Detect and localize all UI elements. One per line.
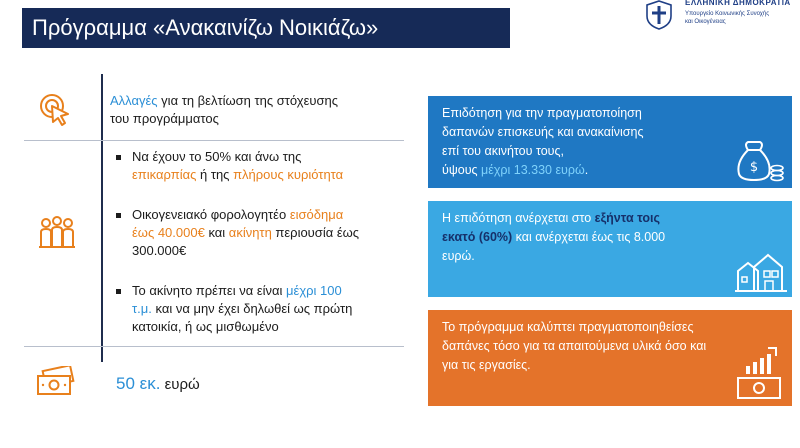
subsidy-percentage-text (442, 209, 742, 266)
subsidy-percentage-box (428, 201, 792, 297)
bullet-property-size (132, 282, 352, 336)
property-highlight: ακίνητη (228, 225, 272, 240)
changes-highlight: Αλλαγές (110, 93, 158, 108)
bullet-ownership-line-1: Να έχουν το 50% και άνω της (132, 149, 302, 164)
box3-line-2: δαπάνες τόσο για τα απαιτούμενα υλικά όσο και (442, 339, 707, 353)
size-highlight: μέχρι 100 (286, 283, 342, 298)
target-cursor-icon (38, 92, 74, 128)
bullet-income-conj: και (204, 225, 229, 240)
box2-line-2: και ανέρχεται έως τις 8.000 (512, 230, 666, 244)
box1-line-4-start: ύψους (442, 163, 482, 177)
usufruct-highlight: επικαρπίας (132, 167, 197, 182)
budget-amount: 50 εκ. (116, 374, 161, 393)
box1-line-1: Επιδότηση για την πραγματοποίηση (442, 106, 642, 120)
money-bag-icon (734, 140, 784, 182)
box1-line-2: δαπανών επισκευής και ανακαίνισης (442, 125, 644, 139)
divider-1 (24, 140, 404, 141)
svg-text:$: $ (749, 160, 759, 175)
changes-text (110, 92, 338, 128)
bullet-income-line-1: Οικογενειακό φορολογητέο (132, 207, 290, 222)
changes-rest: για τη βελτίωση της στόχευσης (157, 93, 339, 108)
ministry-logo (645, 0, 800, 36)
income-highlight: εισόδημα (289, 207, 344, 222)
divider-2 (24, 346, 404, 347)
page-title: Πρόγραμμα «Ανακαινίζω Νοικιάζω» (22, 8, 510, 48)
box3-line-1: Το πρόγραμμα καλύπτει πραγματοποιηθείσες (442, 320, 694, 334)
bullet-size-line-1: Το ακίνητο πρέπει να είναι (132, 283, 287, 298)
logo-line-1: ΕΛΛΗΝΙΚΗ ΔΗΜΟΚΡΑΤΙΑ (685, 0, 791, 7)
bullet-ownership-conj: ή της (196, 167, 234, 182)
percentage-highlight: εκατό (60%) (442, 230, 513, 244)
box1-line-3: επί του ακινήτου τους, (442, 144, 564, 158)
changes-line-2: του προγράμματος (110, 111, 219, 126)
box2-line-3: ευρώ. (442, 249, 475, 263)
vertical-divider (101, 74, 103, 362)
subsidy-amount-box (428, 96, 792, 188)
eligible-costs-box (428, 310, 792, 406)
sixty-percent-highlight: εξήντα τοις (594, 211, 660, 225)
box1-line-4-end: . (584, 163, 589, 177)
logo-line-2: Υπουργείο Κοινωνικής Συνοχής (685, 11, 770, 17)
bullet-marker (116, 213, 121, 218)
bullet-size-line-3: κατοικία, ή ως μισθωμένο (132, 319, 279, 334)
max-amount-highlight: μέχρι 13.330 ευρώ (481, 163, 585, 177)
greek-emblem-icon (645, 0, 673, 30)
eligible-costs-text (442, 318, 732, 375)
bullet-marker (116, 289, 121, 294)
growth-banknote-icon (734, 346, 784, 400)
bullet-ownership (132, 148, 343, 184)
sqm-highlight: τ.μ. (132, 301, 152, 316)
bullet-marker (116, 155, 121, 160)
bullet-income-rest: περιουσία έως (271, 225, 360, 240)
logo-line-3: και Οικογένειας (685, 19, 726, 25)
bullet-income (132, 206, 359, 260)
box2-line-1: Η επιδότηση ανέρχεται στο (442, 211, 595, 225)
income-limit-highlight: έως 40.000€ (132, 225, 205, 240)
subsidy-amount-text (442, 104, 742, 180)
budget-text (116, 374, 200, 394)
box3-line-3: για τις εργασίες. (442, 358, 531, 372)
houses-icon (734, 245, 788, 293)
full-ownership-highlight: πλήρους κυριότητα (233, 167, 344, 182)
money-icon (36, 366, 76, 398)
property-limit: 300.000€ (132, 243, 187, 258)
budget-unit: ευρώ (160, 376, 200, 393)
family-icon (38, 216, 76, 250)
bullet-size-line-2: και να μην έχει δηλωθεί ως πρώτη (151, 301, 353, 316)
